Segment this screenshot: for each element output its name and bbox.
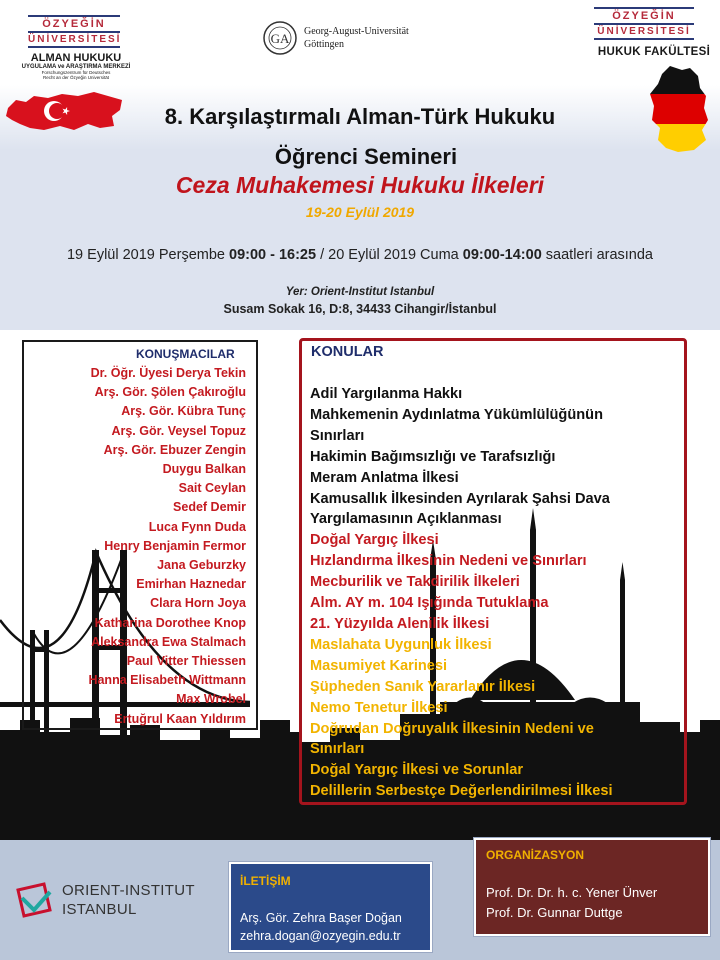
institute-name-line1: ORIENT-INSTITUT <box>62 882 195 899</box>
unit-note-line2: Recht an der Özyeğin Universität <box>42 75 110 80</box>
topic-item: Mahkemenin Aydınlatma Yükümlülüğünün <box>310 406 603 423</box>
topic-item: Delillerin Serbestçe Değerlendirilmesi İlkesi <box>310 783 613 800</box>
topic-item: Sınırları <box>310 741 365 758</box>
speakers-list <box>30 364 246 729</box>
topic-item: Yargılamasının Açıklanması <box>310 511 502 528</box>
topics-list <box>310 384 686 802</box>
speaker-item: Arş. Gör. Şölen Çakıroğlu <box>94 385 246 400</box>
logo-brand-line1-right: ÖZYEĞİN <box>612 10 676 22</box>
speaker-item: Sedef Demir <box>173 500 246 515</box>
unit-note-line1: Forschungszentrum für Deutsches <box>41 70 111 75</box>
topic-item: 21. Yüzyılda Alenilik İlkesi <box>310 615 490 632</box>
schedule-day2-time: 09:00-14:00 <box>462 247 542 263</box>
svg-text:GA: GA <box>270 31 290 46</box>
topic-item: Mecburilik ve Takdirilik İlkeleri <box>310 574 520 591</box>
topic-item: Masumiyet Karinesi <box>310 657 448 674</box>
topic-item: Kamusallık İlkesinden Ayrılarak Şahsi Dava <box>310 490 610 507</box>
topic-item: Doğal Yargıç İlkesi ve Sorunlar <box>310 762 524 779</box>
speaker-item: Arş. Gör. Veysel Topuz <box>111 423 246 438</box>
faculty-name: HUKUK FAKÜLTESİ <box>597 46 711 58</box>
institute-name-line2: ISTANBUL <box>62 901 137 918</box>
schedule-day1-time: 09:00 - 16:25 <box>229 247 317 263</box>
topic-item: Doğrudan Doğruyalık İlkesinin Nedeni ve <box>310 720 594 737</box>
speaker-item: Ertuğrul Kaan Yıldırım <box>114 711 246 726</box>
event-date-range: 19-20 Eylül 2019 <box>305 204 415 220</box>
organizer-name: Prof. Dr. Gunnar Duttge <box>486 905 623 920</box>
speaker-item: Aleksandra Ewa Stalmach <box>91 634 246 649</box>
unit-title: ALMAN HUKUKU <box>30 52 122 64</box>
speaker-item: Emirhan Haznedar <box>136 577 246 592</box>
unit-subtitle: UYGULAMA ve ARAŞTIRMA MERKEZİ <box>21 64 131 70</box>
speaker-item: Jana Geburzky <box>157 558 246 573</box>
topic-item: Adil Yargılanma Hakkı <box>310 386 463 402</box>
topic-item: Şüpheden Sanık Yararlanır İlkesi <box>310 678 536 695</box>
speaker-item: Max Wrobel <box>176 692 246 707</box>
orient-institut-logo-icon <box>14 880 54 922</box>
speaker-item: Sait Ceylan <box>178 481 246 496</box>
organizer-name: Prof. Dr. Dr. h. c. Yener Ünver <box>486 885 658 900</box>
schedule-suffix: saatleri arasında <box>541 247 653 263</box>
speakers-heading: KONUŞMACILAR <box>136 347 235 361</box>
topic-item: Maslahata Uygunluk İlkesi <box>310 636 492 653</box>
organization-heading: ORGANİZASYON <box>486 848 585 862</box>
goettingen-logo <box>262 18 442 58</box>
speaker-item: Hanna Elisabeth Wittmann <box>88 673 246 688</box>
goettingen-name-line2: Göttingen <box>304 39 344 50</box>
topic-item: Hakimin Bağımsızlığı ve Tarafsızlığı <box>310 448 556 465</box>
speaker-item: Katharina Dorothee Knop <box>94 615 246 630</box>
topic-item: Sınırları <box>310 427 365 444</box>
topic-item: Doğal Yargıç İlkesi <box>310 532 439 549</box>
venue-label: Yer: Orient-Institut Istanbul <box>285 286 435 298</box>
topic-item: Hızlandırma İlkesinin Nedeni ve Sınırları <box>310 553 587 570</box>
speaker-item: Paul Vitter Thiessen <box>126 654 246 669</box>
alman-hukuku-logo-text <box>8 52 144 80</box>
event-schedule <box>0 247 720 263</box>
event-title-line2: Öğrenci Semineri <box>274 144 458 169</box>
goettingen-seal-icon <box>262 20 298 56</box>
schedule-day1: 19 Eylül 2019 Perşembe <box>66 247 229 263</box>
logo-brand-line2: ÜNİVERSİTESİ <box>28 34 122 45</box>
goettingen-name-line1: Georg-August-Universität <box>304 26 409 37</box>
event-title-line1: 8. Karşılaştırmalı Alman-Türk Hukuku <box>164 104 556 129</box>
seminar-topic-title: Ceza Muhakemesi Hukuku İlkeleri <box>175 172 545 198</box>
topic-item: Nemo Tenetur İlkesi <box>310 699 448 716</box>
topics-heading: KONULAR <box>311 344 384 360</box>
speaker-item: Arş. Gör. Kübra Tunç <box>121 404 246 419</box>
speaker-item: Dr. Öğr. Üyesi Derya Tekin <box>90 366 246 380</box>
speaker-item: Henry Benjamin Fermor <box>104 538 246 553</box>
contact-heading: İLETİŞİM <box>240 874 291 888</box>
contact-email-link[interactable]: zehra.dogan@ozyegin.edu.tr <box>240 929 401 943</box>
topic-item: Meram Anlatma İlkesi <box>310 469 459 486</box>
contact-name: Arş. Gör. Zehra Başer Doğan <box>240 911 402 925</box>
schedule-separator: / 20 Eylül 2019 Cuma <box>316 247 463 263</box>
speaker-item: Luca Fynn Duda <box>148 519 246 534</box>
speaker-item: Duygu Balkan <box>162 462 246 477</box>
topic-item: Alm. AY m. 104 Işığında Tutuklama <box>310 595 549 612</box>
speaker-item: Arş. Gör. Ebuzer Zengin <box>103 442 246 457</box>
speaker-item: Clara Horn Joya <box>150 596 246 611</box>
logo-brand-line1: ÖZYEĞİN <box>42 18 106 30</box>
ozyegin-logo-left <box>28 14 120 49</box>
venue-address: Susam Sokak 16, D:8, 34433 Cihangir/İstanbul <box>223 302 497 316</box>
logo-brand-line2-right: ÜNİVERSİTESİ <box>597 26 691 37</box>
ozyegin-logo-right <box>594 6 694 41</box>
